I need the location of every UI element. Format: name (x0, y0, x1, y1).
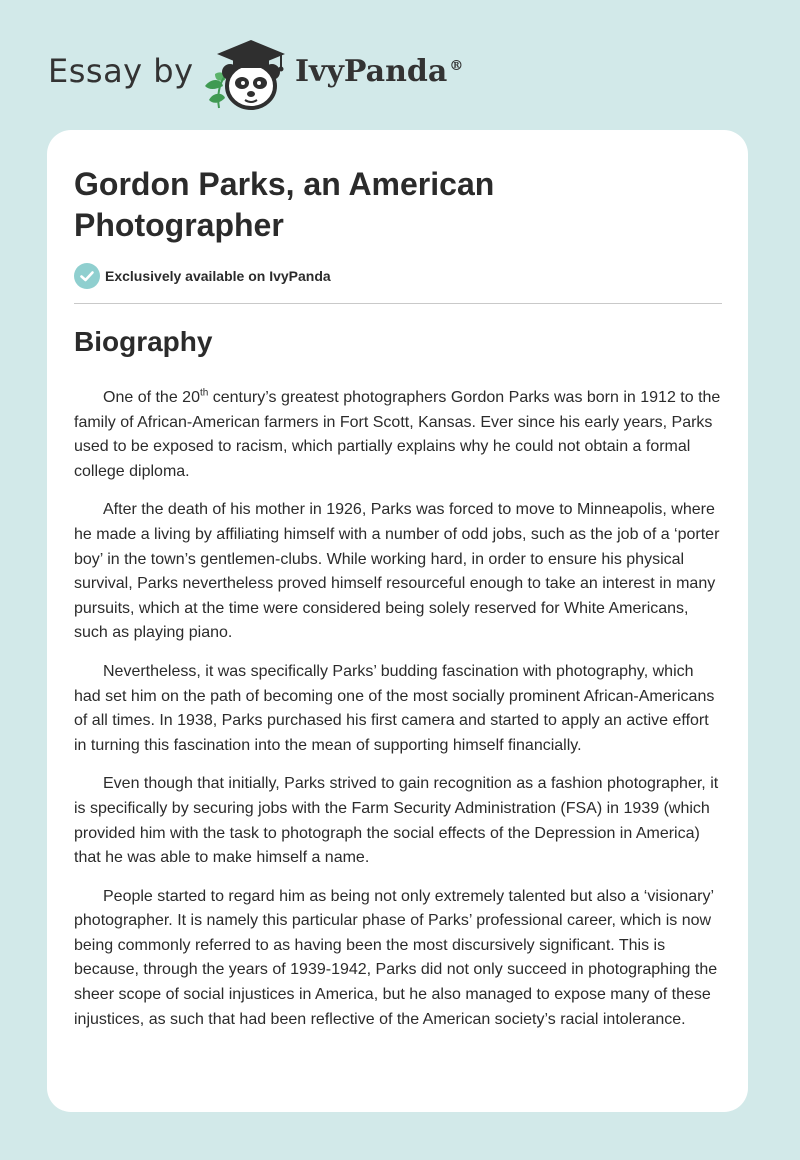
essay-body (74, 386, 724, 1046)
brand-prefix: Essay by (48, 52, 194, 90)
panda-graduate-logo-icon (201, 34, 291, 110)
page-title: Gordon Parks, an American Photographer (74, 166, 495, 243)
essay-card (47, 130, 748, 1112)
divider (74, 303, 722, 304)
badge-label: Exclusively available on IvyPanda (105, 268, 331, 284)
paragraph: One of the 20th century’s greatest photographers Gordon Parks was born in 1912 to the family of African-American farmers in Fort Scott, Kansas. Ever since his early years, Parks used to be exposed to racism, which partially explains why he could not obtain a formal college diploma. (74, 387, 721, 480)
brand-header[interactable] (48, 34, 508, 110)
section-heading: Biography (74, 326, 213, 357)
registered-mark: ® (449, 58, 464, 74)
paragraph: Nevertheless, it was specifically Parks’ budding fascination with photography, which had set him on the path of becoming one of the most socially prominent African-Americans of all times. In 1938, Parks purchased his first camera and started to apply an active effort in turning this fascination into the mean of supporting himself financially. (74, 662, 715, 754)
paragraph: Even though that initially, Parks strived to gain recognition as a fashion photographer, it is specifically by securing jobs with the Farm Security Administration (FSA) in 1939 (which provided him with the task to photograph the social effects of the Depression in America) that he was able to make himself a name. (74, 775, 719, 867)
paragraph: After the death of his mother in 1926, Parks was forced to move to Minneapolis, where he made a living by affiliating himself with a number of odd jobs, such as the job of a ‘porter boy’ in the town’s gentlemen-clubs. While working hard, in order to ensure his physical survival, Parks nevertheless proved himself resourceful enough to take an interest in many pursuits, which at the time were considered being solely reserved for White Americans, such as playing piano. (74, 501, 720, 642)
paragraph: People started to regard him as being not only extremely talented but also a ‘visionary’ photographer. It is namely this particular phase of Parks’ professional career, which is now being commonly referred to as having been the most discursively significant. This is because, through the years of 1939-1942, Parks did not only succeed in photographing the sheer scope of social injustices in America, but he also managed to expose many of these injustices, as such that had been reflective of the American society’s racial intolerance. (74, 887, 718, 1028)
exclusive-badge (74, 263, 331, 289)
check-circle-icon (74, 263, 100, 289)
brand-name: IvyPanda ® (295, 54, 464, 89)
